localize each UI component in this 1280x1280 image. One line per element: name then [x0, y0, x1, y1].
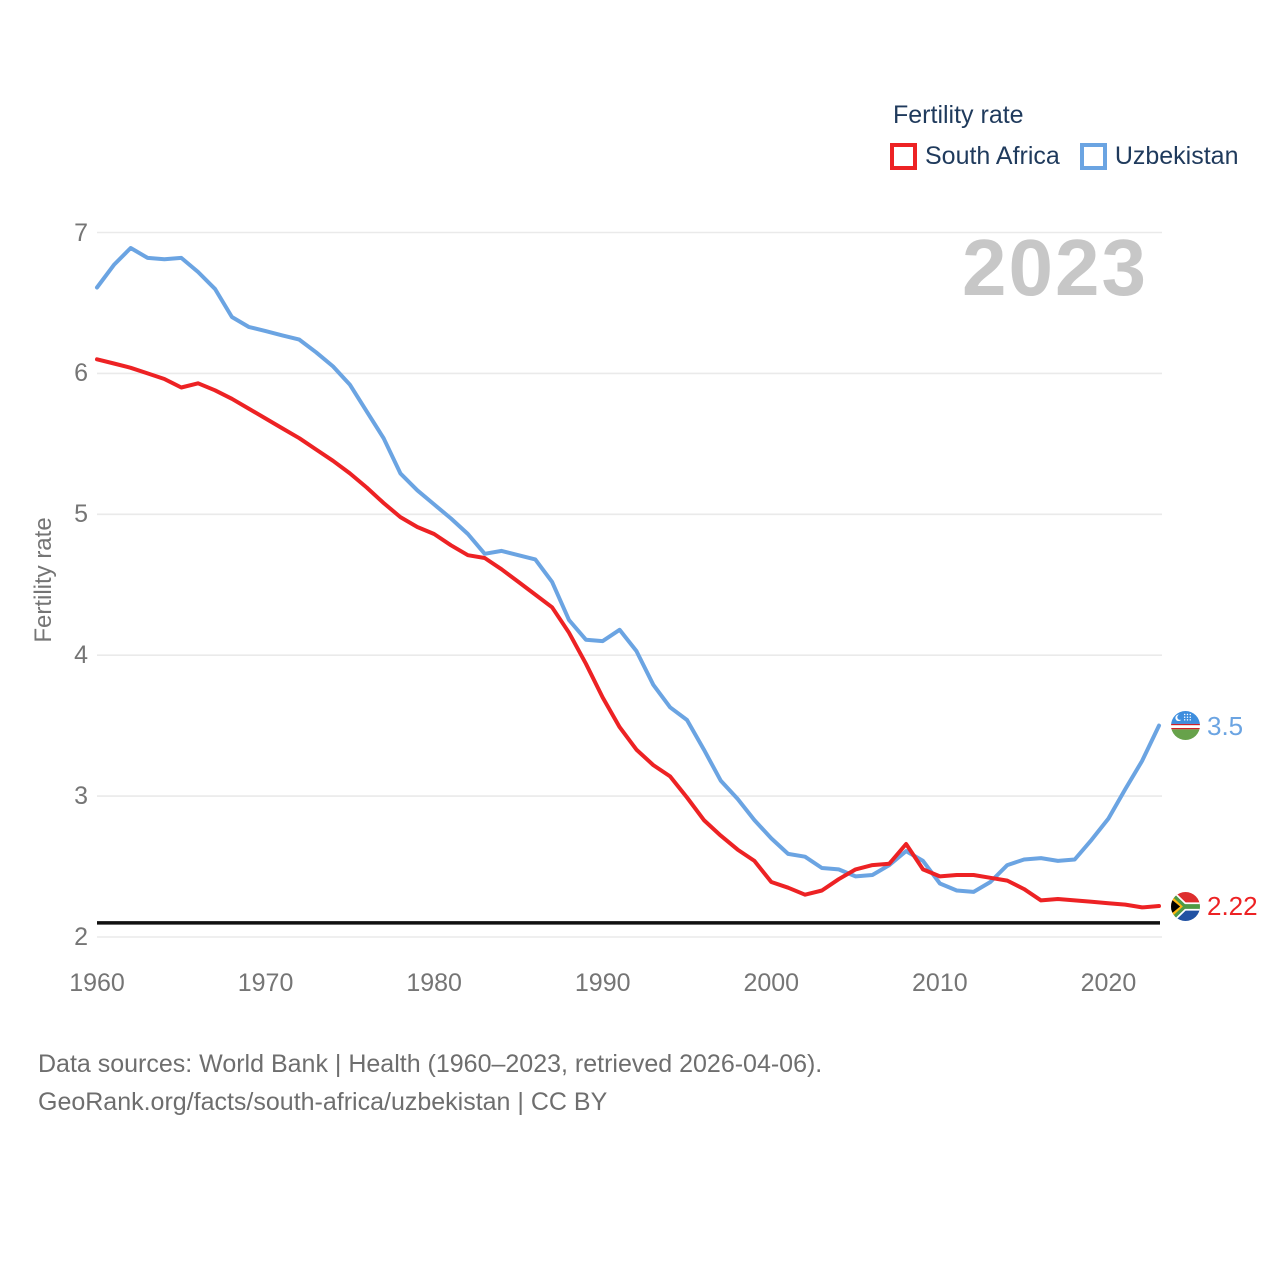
legend-item-uzbekistan[interactable] — [1080, 142, 1239, 171]
x-tick-label-1990: 1990 — [574, 969, 631, 997]
series-line-south-africa — [97, 359, 1159, 907]
y-tick-label-7: 7 — [74, 218, 88, 247]
south-africa-end-value: 2.22 — [1207, 891, 1258, 921]
watermark-year: 2023 — [962, 223, 1148, 312]
footer-data-sources: Data sources: World Bank | Health (1960–2023, retrieved 2026-04-06). — [38, 1050, 823, 1078]
south-africa-swatch — [890, 143, 917, 170]
uzbekistan-swatch — [1080, 143, 1107, 170]
uzbekistan-end-value: 3.5 — [1207, 710, 1244, 741]
y-tick-label-4: 4 — [74, 641, 88, 670]
y-tick-label-6: 6 — [74, 359, 88, 388]
y-axis-title: Fertility rate — [30, 517, 57, 643]
legend-item-south-africa[interactable] — [890, 142, 1060, 171]
x-tick-label-1960: 1960 — [69, 969, 125, 997]
legend-label-south-africa: South Africa — [925, 142, 1060, 170]
x-tick-label-1970: 1970 — [237, 969, 294, 997]
end-label-south-africa — [1171, 892, 1258, 921]
y-tick-label-3: 3 — [74, 782, 88, 811]
y-tick-label-5: 5 — [74, 500, 88, 529]
x-tick-label-2020: 2020 — [1080, 969, 1137, 997]
legend — [890, 142, 1238, 171]
x-tick-label-2010: 2010 — [912, 969, 968, 997]
legend-label-uzbekistan: Uzbekistan — [1114, 142, 1239, 170]
y-tick-label-2: 2 — [74, 923, 88, 951]
uzbekistan-flag-icon — [1171, 711, 1200, 740]
end-label-uzbekistan — [1171, 711, 1243, 740]
south-africa-flag-icon — [1171, 892, 1200, 921]
x-tick-label-1980: 1980 — [406, 969, 462, 997]
x-tick-label-2000: 2000 — [743, 969, 800, 997]
legend-title: Fertility rate — [893, 101, 1024, 129]
footer-attribution[interactable]: GeoRank.org/facts/south-africa/uzbekistan | CC BY — [38, 1088, 608, 1116]
